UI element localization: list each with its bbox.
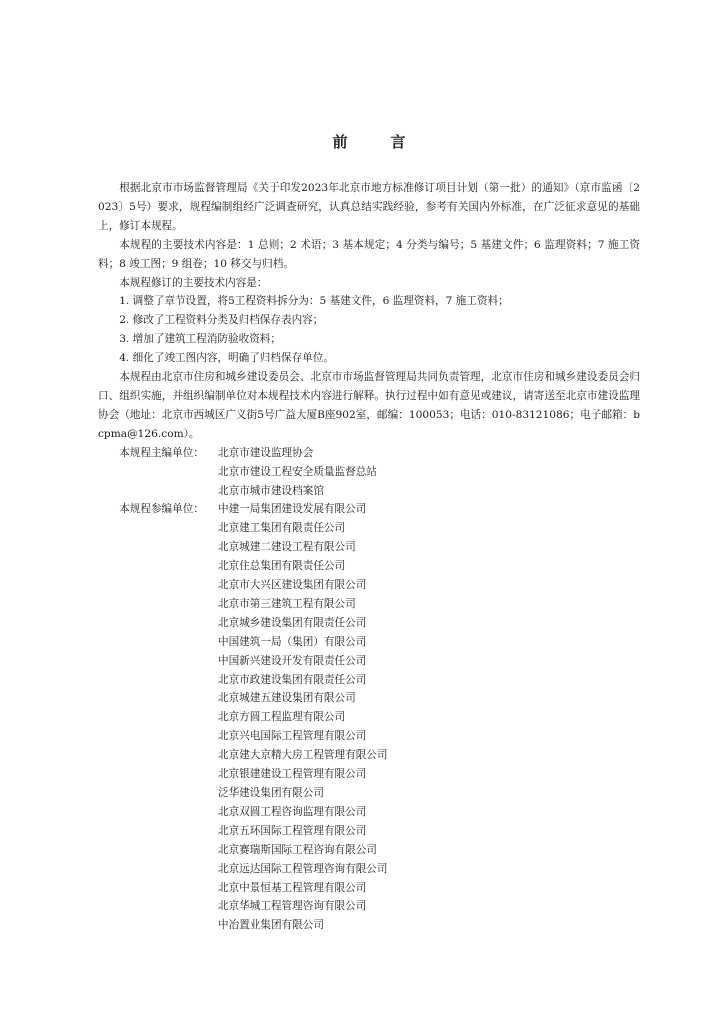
participating-unit: 北京市第三建筑工程有限公司	[218, 597, 356, 610]
revision-item: 1. 调整了章节设置，将5工程资料拆分为：5 基建文件，6 监理资料，7 施工资料；	[119, 295, 509, 308]
participating-unit: 北京兴电国际工程管理有限公司	[218, 730, 367, 743]
participating-unit: 中国建筑一局（集团）有限公司	[218, 635, 367, 648]
chief-unit: 北京市建设监理协会	[218, 446, 314, 459]
participating-unit: 北京双圆工程咨询监理有限公司	[218, 805, 367, 818]
participating-unit: 北京中景恒基工程管理有限公司	[218, 881, 367, 894]
participating-unit: 北京城建五建设集团有限公司	[218, 692, 356, 705]
participating-unit: 北京赛瑞斯国际工程咨询有限公司	[218, 843, 377, 856]
participating-units-label: 本规程参编单位：	[119, 503, 204, 516]
participating-unit: 北京建大京精大房工程管理有限公司	[218, 749, 388, 762]
participating-unit: 北京城乡建设集团有限责任公司	[218, 616, 367, 629]
participating-unit: 北京市政建设集团有限责任公司	[218, 673, 367, 686]
participating-unit: 北京建工集团有限责任公司	[218, 522, 346, 535]
participating-unit: 北京住总集团有限责任公司	[218, 560, 346, 573]
chief-unit: 北京市建设工程安全质量监督总站	[218, 465, 377, 478]
participating-unit: 中建一局集团建设发展有限公司	[218, 503, 367, 516]
participating-unit: 北京城建二建设工程有限公司	[218, 541, 356, 554]
intro-paragraph: 根据北京市市场监督管理局《关于印发2023年北京市地方标准修订项目计划（第一批）的通知》（京市监函〔2023〕5号）要求，规程编制组经广泛调查研究，认真总结实践经验，参考有关国内外标准，在广泛征求意见的基础上，修订本规程。	[98, 182, 640, 232]
participating-unit: 中冶置业集团有限公司	[218, 919, 324, 932]
revision-item: 2. 修改了工程资料分类及归档保存表内容；	[119, 314, 324, 327]
chief-units-label: 本规程主编单位：	[119, 446, 204, 459]
revision-item: 3. 增加了建筑工程消防验收资料；	[119, 333, 281, 346]
participating-unit: 泛华建设集团有限公司	[218, 787, 324, 799]
chief-units-block	[98, 444, 640, 501]
participating-unit: 北京市大兴区建设集团有限公司	[218, 579, 367, 592]
revision-intro-paragraph: 本规程修订的主要技术内容是：	[119, 276, 268, 289]
participating-unit: 北京银建建设工程管理有限公司	[218, 768, 367, 781]
participating-units-list	[218, 500, 640, 935]
revision-list	[98, 292, 640, 368]
page-title: 前 言	[332, 133, 420, 151]
participating-unit: 北京方圆工程监理有限公司	[218, 711, 346, 724]
chief-units-list	[218, 444, 640, 501]
participating-unit: 中国新兴建设开发有限责任公司	[218, 654, 367, 667]
chief-unit: 北京市城市建设档案馆	[218, 484, 324, 497]
main-content-paragraph: 本规程的主要技术内容是：1 总则；2 术语；3 基本规定；4 分类与编号；5 基建文件；6 监理资料；7 施工资料；8 竣工图；9 组卷；10 移交与归档。	[98, 238, 640, 270]
revision-item: 4. 细化了竣工图内容，明确了归档保存单位。	[119, 352, 334, 365]
participating-units-block	[98, 500, 640, 935]
participating-unit: 北京远达国际工程管理咨询有限公司	[218, 862, 388, 875]
preface-body	[98, 179, 640, 935]
management-paragraph: 本规程由北京市住房和城乡建设委员会、北京市市场监督管理局共同负责管理，北京市住房和城乡建设委员会归口、组织实施，并组织编制单位对本规程技术内容进行解释。执行过程中如有意见或建议，请寄送至北京市建设监理协会（地址：北京市西城区广义街5号广益大厦B座902室，邮编：100053；电话：010-83121086；电子邮箱：bcpma@126.com）。	[98, 371, 640, 440]
participating-unit: 北京五环国际工程管理有限公司	[218, 824, 367, 837]
participating-unit: 北京华城工程管理咨询有限公司	[218, 900, 367, 913]
